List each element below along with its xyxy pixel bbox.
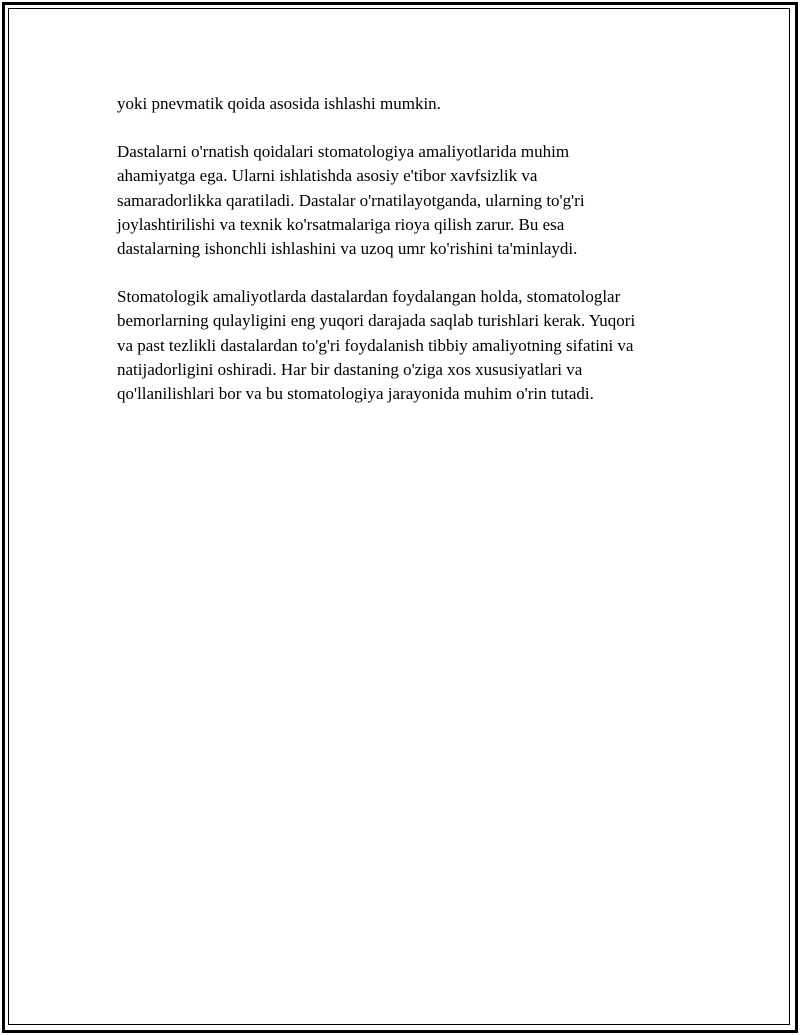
paragraph-continuation: yoki pnevmatik qoida asosida ishlashi mumkin. (117, 94, 441, 113)
paragraph-practice-usage: Stomatologik amaliyotlarda dastalardan foydalangan holda, stomatologlar bemorlarning qulayligini eng yuqori darajada saqlab turishlari kerak. Yuqori va past tezlikli dastalardan to'g'ri foydalanish tibbiy amaliyotning sifatini va natijadorligini oshiradi. Har bir dastaning o'ziga xos xususiyatlari va qo'llanilishlari bor va bu stomatologiya jarayonida muhim o'rin tutadi. (117, 287, 636, 404)
document-body (117, 92, 697, 430)
paragraph-installation-rules: Dastalarni o'rnatish qoidalari stomatologiya amaliyotlarida muhim ahamiyatga ega. Ularni ishlatishda asosiy e'tibor xavfsizlik va samaradorlikka qaratiladi. Dastalar o'rnatilayotganda, ularning to'g'ri joylashtirilishi va texnik ko'rsatmalariga rioya qilish zarur. Bu esa dastalarning ishonchli ishlashini va uzoq umr ko'rishini ta'minlaydi. (117, 142, 585, 259)
